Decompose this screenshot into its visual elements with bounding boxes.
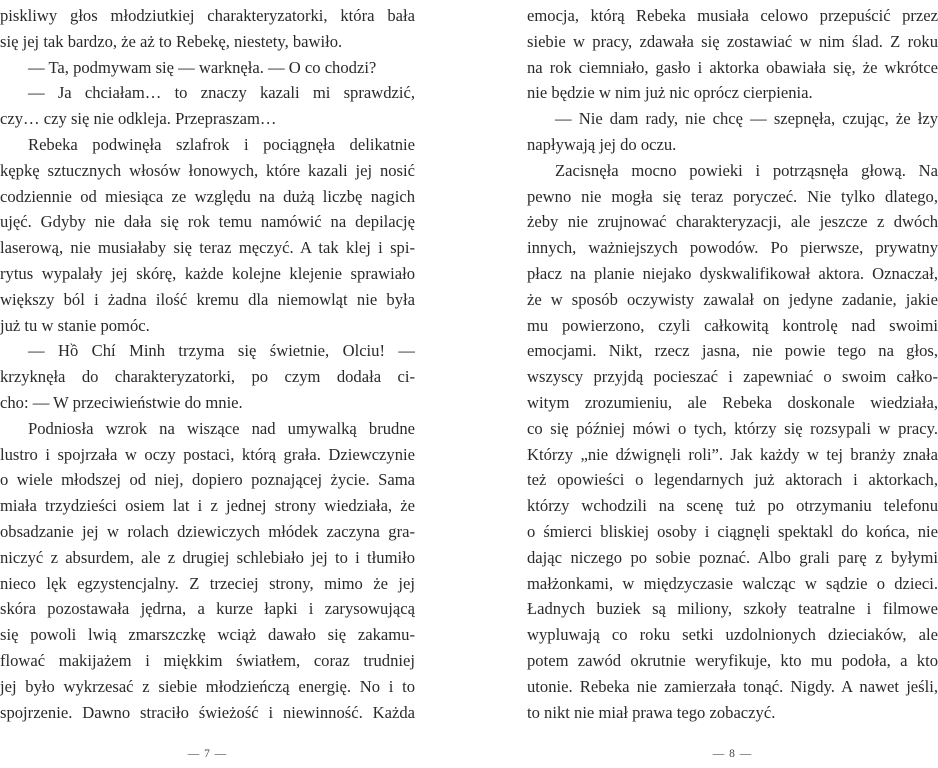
- left-page-text: [0, 3, 415, 725]
- text-line: flować makijażem i miękkim światłem, coraz trudniej: [0, 650, 415, 670]
- text-line: czy… czy się nie odkleja. Przepraszam…: [0, 109, 277, 129]
- text-line: jej było wykrzesać z siebie młodzieńczą energię. No i to: [0, 676, 415, 696]
- text-line: na rok ciemniało, gasło i aktorka obawiała się, że wkrótce: [527, 57, 938, 77]
- text-line: kępkę sztucznych włosów łonowych, które kazali jej nosić: [0, 160, 415, 180]
- text-line: wypluwają co roku setki uzdolnionych dzieciaków, ale: [527, 625, 938, 645]
- text-line: laserową, nie musiałaby się teraz męczyć. A tak klej i spi-: [0, 238, 415, 258]
- text-line: o wiele młodszej od niej, dopiero poznającej życie. Sama: [0, 470, 415, 490]
- text-line: że w sposób oczywisty zawalał on jedyne zadanie, jakie: [527, 289, 938, 309]
- text-line: — Hồ Chí Minh trzyma się świetnie, Olciu! —: [28, 341, 415, 361]
- text-line: emocja, którą Rebeka musiała celowo przepuścić przez: [527, 6, 938, 25]
- text-line: witym zrozumieniu, ale Rebeka doskonale wiedziała,: [527, 392, 938, 412]
- text-line: też opowieści o legendarnych już aktorach i aktorkach,: [527, 470, 938, 490]
- text-line: Ładnych buziek są miliony, szkoły teatralne i filmowe: [527, 599, 938, 619]
- text-line: emocjami. Nikt, rzecz jasna, nie powie tego na głos,: [527, 341, 938, 361]
- text-line: — Ta, podmywam się — warknęła. — O co chodzi?: [28, 57, 377, 77]
- text-line: krzyknęła do charakteryzatorki, po czym dodała ci-: [0, 367, 415, 387]
- text-line: rytus wypalały jej skórę, każde kolejne klejenie sprawiało: [0, 263, 415, 283]
- text-line: ujęć. Gdyby nie dała się rok temu namówić na depilację: [0, 212, 415, 232]
- text-line: napływają jej do oczu.: [527, 134, 677, 154]
- text-line: to nikt nie miał prawa tego zobaczyć.: [527, 702, 776, 722]
- text-line: małżonkami, w międzyczasie walcząc w sądzie o dzieci.: [527, 573, 938, 593]
- text-line: Podniosła wzrok na wiszące nad umywalką brudne: [28, 418, 415, 438]
- text-line: się jej tak bardzo, że aż to Rebekę, niestety, bawiło.: [0, 31, 343, 51]
- text-line: którzy wchodzili na scenę tuż po otrzymaniu telefonu: [527, 496, 938, 516]
- text-line: nieco lęk egzystencjalny. Z trzeciej strony, mimo że jej: [0, 573, 415, 593]
- text-line: większy ból i żadna ilość kremu dla niemowląt nie była: [0, 289, 415, 309]
- text-line: utonie. Rebeka nie zamierzała tonąć. Nigdy. A nawet jeśli,: [527, 676, 938, 696]
- text-line: spojrzenie. Dawno straciło świeżość i niewinność. Każda: [0, 702, 415, 722]
- text-line: cho: — W przeciwieństwie do mnie.: [0, 392, 243, 412]
- page-number: — 8 —: [712, 748, 753, 760]
- text-line: niczyć z absurdem, ale z drugiej schlebiało jej to i tłumiło: [0, 547, 415, 567]
- text-line: miała trzydzieści osiem lat i z jednej strony wiedziała, że: [0, 496, 415, 516]
- text-line: płacz na planie niejako dyskwalifikował aktora. Oznaczał,: [527, 263, 938, 283]
- text-line: wszyscy przyjdą pocieszać i zapewniać o swoim całko-: [527, 367, 938, 387]
- right-page: [527, 0, 938, 768]
- text-line: obsadzanie jej w rolach dziewiczych młódek zaczyna gra-: [0, 521, 415, 541]
- text-line: skóra pozostawała jędrna, a kurze łapki i zarysowującą: [0, 599, 415, 619]
- text-line: już tu w stanie pomóc.: [0, 315, 150, 335]
- text-line: nie będzie w nim już nic oprócz cierpienia.: [527, 83, 813, 103]
- text-line: pewno nie mogła się teraz poryczeć. Nie tylko dlatego,: [527, 186, 938, 206]
- text-line: — Nie dam rady, nie chcę — szepnęła, czując, że łzy: [555, 109, 938, 129]
- text-line: potem zawód okrutnie weryfikuje, kto mu podoła, a kto: [527, 650, 938, 670]
- text-line: się powoli lwią zmarszczkę wciąż dawało się zakamu-: [0, 625, 415, 645]
- text-line: Rebeka podwinęła szlafrok i pociągnęła delikatnie: [28, 134, 415, 154]
- page-number: — 7 —: [187, 748, 228, 760]
- left-page: [0, 0, 415, 768]
- text-line: lustro i spojrzała w oczy postaci, którą grała. Dziewczynie: [0, 444, 415, 464]
- text-line: siebie w pracy, zdawała się zostawiać w nim ślad. Z roku: [527, 31, 938, 51]
- text-line: codziennie od miesiąca ze względu na dużą liczbę nagich: [0, 186, 415, 206]
- text-line: — Ja chciałam… to znaczy kazali mi sprawdzić,: [28, 83, 415, 103]
- text-line: mu powierzono, czyli całkowitą kontrolę nad swoimi: [527, 315, 938, 335]
- text-line: dając niczego po sobie poznać. Albo grali parę z byłymi: [527, 547, 938, 567]
- text-line: piskliwy głos młodziutkiej charakteryzatorki, która bała: [0, 6, 415, 25]
- text-line: innych, ważniejszych powodów. Po pierwsze, prywatny: [527, 238, 938, 258]
- text-line: o śmierci bliskiej osoby i ciągnęli spektakl do końca, nie: [527, 521, 938, 541]
- right-page-text: [527, 3, 938, 725]
- text-line: żeby nie zrujnować charakteryzacji, ale jeszcze z dwóch: [527, 212, 938, 232]
- text-line: Zacisnęła mocno powieki i potrząsnęła głową. Na: [555, 160, 938, 180]
- text-line: co się później mówi o tych, którzy się rozsypali w pracy.: [527, 418, 938, 438]
- text-line: Którzy „nie dźwignęli roli”. Jak każdy w tej branży znała: [527, 444, 938, 464]
